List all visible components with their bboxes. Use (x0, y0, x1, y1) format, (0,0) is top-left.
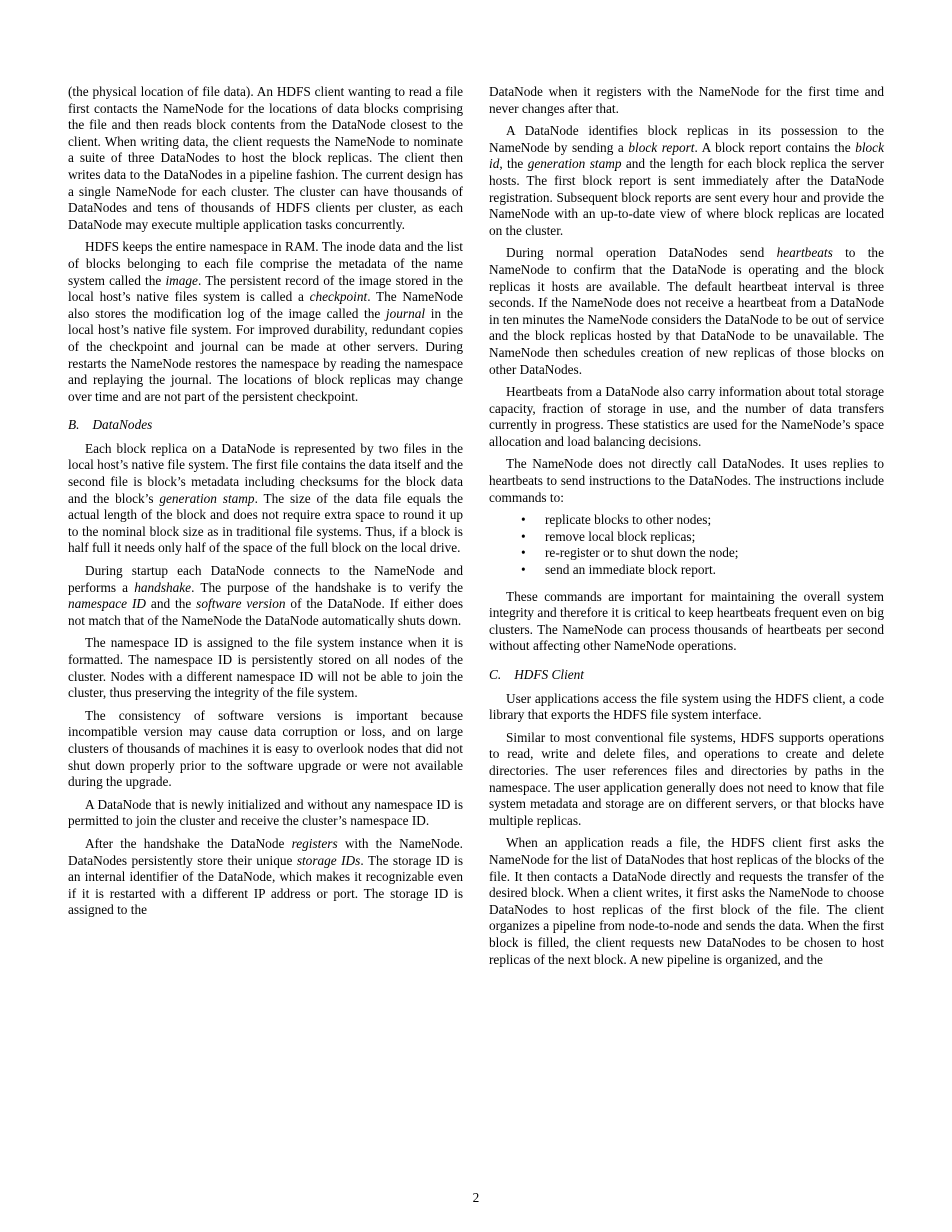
italic-term: block report (628, 139, 695, 155)
bullet-list (489, 512, 884, 578)
paragraph: The consistency of software versions is important because incompatible version may cause data corruption or loss, and on large clusters of thousands of machines it is easy to overlook nodes that did not shut down properly prior to the software upgrade or were not available during the upgrade. (68, 707, 463, 790)
paragraph: A DataNode that is newly initialized and without any namespace ID is permitted to join the cluster and receive the cluster’s namespace ID. (68, 796, 463, 829)
list-item: • send an immediate block report. (521, 562, 884, 579)
paragraph: The namespace ID is assigned to the file system instance when it is formatted. The namespace ID is persistently stored on all nodes of the cluster. Nodes with a different namespace ID will not be able to join the cluster, thus preserving the integrity of the file system. (68, 635, 463, 701)
paragraph: User applications access the file system using the HDFS client, a code library that exports the HDFS file system interface. (489, 690, 884, 723)
section-title: DataNodes (92, 417, 153, 433)
list-item: • re-register or to shut down the node; (521, 545, 884, 562)
two-column-layout (68, 84, 884, 974)
paragraph: A DataNode identifies block replicas in its possession to the NameNode by sending a block report. A block report contains the block id, the generation stamp and the length for each block replica the server hosts. The first block report is sent immediately after the DataNode registration. Subsequent block reports are sent every hour and provide the NameNode with an up-to-date view of where block replicas are located on the cluster. (489, 123, 884, 238)
paragraph: Similar to most conventional file systems, HDFS supports operations to read, write and delete files, and operations to create and delete directories. The user references files and directories by paths in the namespace. The user application generally does not need to know that file system metadata and storage are on different servers, or that blocks have multiple replicas. (489, 729, 884, 828)
italic-term: checkpoint (309, 289, 368, 305)
right-column (489, 84, 884, 974)
paragraph: Heartbeats from a DataNode also carry information about total storage capacity, fraction of storage in use, and the number of data transfers currently in progress. These statistics are used for the NameNode’s space allocation and load balancing decisions. (489, 384, 884, 449)
section-heading (68, 417, 463, 434)
paragraph: DataNode when it registers with the NameNode for the first time and never changes after that. (489, 84, 884, 116)
section-label: B. (68, 417, 80, 433)
paragraph: These commands are important for maintaining the overall system integrity and therefore it is critical to keep heartbeats frequent even on big clusters. The NameNode can process thousands of heartbeats per second without affecting other NameNode operations. (489, 588, 884, 654)
paragraph: (the physical location of file data). An HDFS client wanting to read a file first contacts the NameNode for the locations of data blocks comprising the file and then reads block contents from the DataNode closest to the client. When writing data, the client requests the NameNode to nominate a suite of three DataNodes to host the block replicas. The client then writes data to the DataNodes in a pipeline fashion. The current design has a single NameNode for each cluster. The cluster can have thousands of DataNodes and tens of thousands of HDFS clients per cluster, as each DataNode may execute multiple application tasks concurrently. (68, 84, 463, 232)
section-heading (489, 667, 884, 684)
italic-term: storage IDs (296, 852, 361, 868)
paragraph: Each block replica on a DataNode is represented by two files in the local host’s native file system. The first file contains the data itself and the second file is block’s metadata including checksums for the block data and the block’s generation stamp. The size of the data file equals the actual length of the block and does not require extra space to round it up to the nominal block size as in traditional file systems. Thus, if a block is half full it needs only half of the space of the full block on the local drive. (68, 440, 464, 556)
italic-term: registers (291, 835, 338, 851)
italic-term: journal (385, 305, 426, 321)
italic-term: generation stamp (159, 490, 255, 506)
page-number: 2 (472, 1190, 480, 1205)
section-label: C. (489, 667, 502, 682)
italic-term: namespace ID (68, 596, 147, 612)
list-item: • remove local block replicas; (521, 529, 884, 546)
italic-term: handshake (134, 579, 192, 595)
paragraph: When an application reads a file, the HDFS client first asks the NameNode for the list of DataNodes that host replicas of the blocks of the file. It then contacts a DataNode directly and requests the transfer of the desired block. When a client writes, it first asks the NameNode to choose DataNodes to host replicas of the first block of the file. The client organizes a pipeline from node-to-node and sends the data. When the first block is filled, the client requests new DataNodes to be chosen to host replicas of the next block. A new pipeline is organized, and the (489, 835, 884, 967)
italic-term: generation stamp (527, 156, 622, 172)
paragraph: During startup each DataNode connects to the NameNode and performs a handshake. The purpose of the handshake is to verify the namespace ID and the software version of the DataNode. If either does not match that of the NameNode the DataNode automatically shuts down. (68, 563, 463, 628)
paragraph: During normal operation DataNodes send heartbeats to the NameNode to confirm that the DataNode is operating and the block replicas it hosts are available. The default heartbeat interval is three seconds. If the NameNode does not receive a heartbeat from a DataNode in ten minutes the NameNode considers the DataNode to be out of service and the block replicas hosted by that DataNode to be unavailable. The NameNode then schedules creation of new replicas of those blocks on other DataNodes. (489, 245, 884, 377)
section-title: HDFS Client (514, 667, 585, 682)
paragraph: HDFS keeps the entire namespace in RAM. The inode data and the list of blocks belonging to each file comprise the metadata of the name system called the image. The persistent record of the image stored in the local host’s native files system is called a checkpoint. The NameNode also stores the modification log of the image called the journal in the local host’s native file system. For improved durability, redundant copies of the checkpoint and journal can be made at other servers. During restarts the NameNode restores the namespace by reading the namespace and replaying the journal. The locations of block replicas may change over time and are not part of the persistent checkpoint. (68, 239, 464, 404)
italic-term: heartbeats (776, 245, 833, 261)
left-column (68, 84, 463, 974)
italic-term: block id (489, 139, 884, 172)
italic-term: software version (196, 596, 286, 612)
paragraph: After the handshake the DataNode registers with the NameNode. DataNodes persistently store their unique storage IDs. The storage ID is an internal identifier of the DataNode, which makes it recognizable even if it is restarted with a different IP address or port. The storage ID is assigned to the (68, 835, 464, 918)
italic-term: image (165, 272, 198, 288)
paragraph: The NameNode does not directly call DataNodes. It uses replies to heartbeats to send instructions to the DataNodes. The instructions include commands to: (489, 456, 884, 505)
list-item: • replicate blocks to other nodes; (521, 512, 884, 529)
